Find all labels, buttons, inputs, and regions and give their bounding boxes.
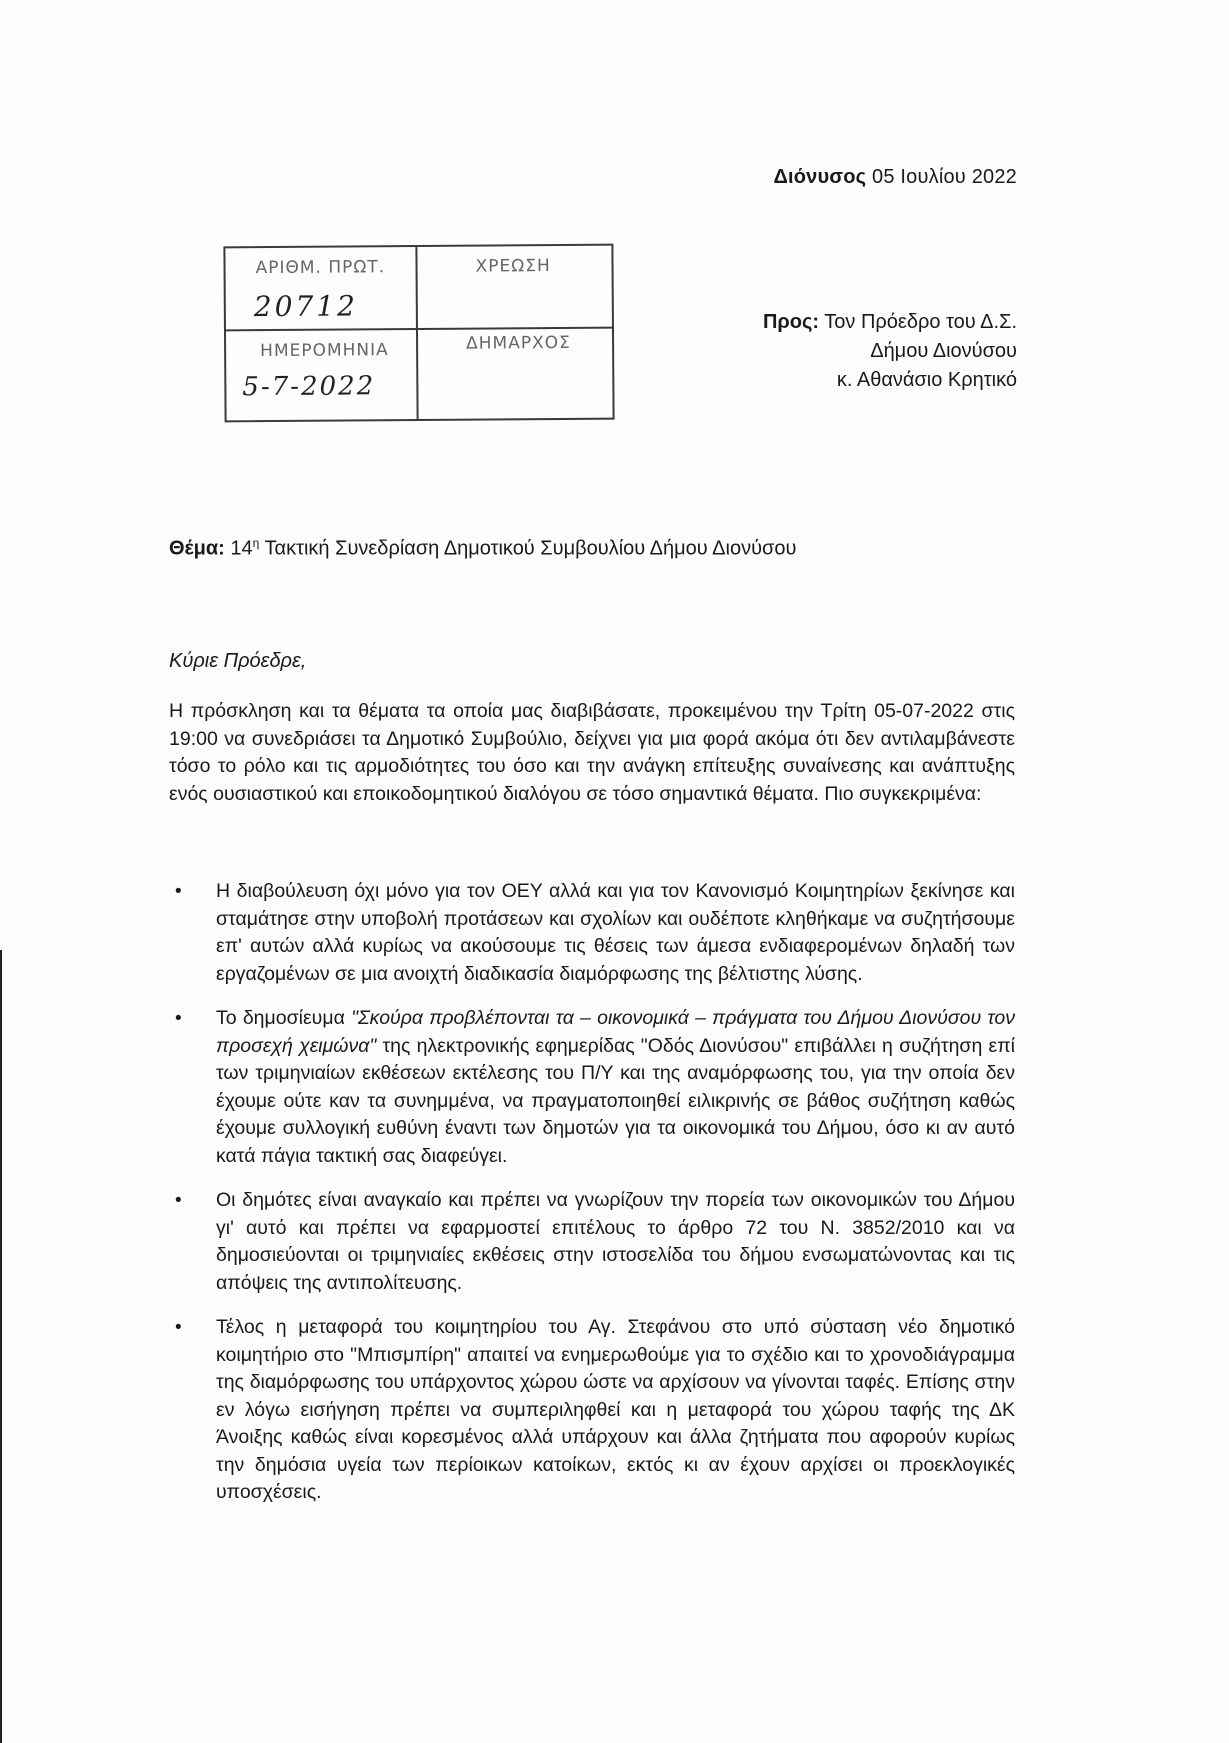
recipient-name: Τον Πρόεδρο του Δ.Σ. xyxy=(824,311,1017,333)
scan-edge-line xyxy=(0,950,2,1743)
bullet-dot: • xyxy=(175,1008,182,1029)
salutation: Κύριε Πρόεδρε, xyxy=(169,650,307,672)
date-value: 05 Ιουλίου 2022 xyxy=(872,166,1017,188)
protocol-stamp xyxy=(223,244,614,423)
subject-text: Τακτική Συνεδρίαση Δημοτικού Συμβουλίου Δήμου Διονύσου xyxy=(264,537,797,560)
recipient-to-label: Προς: xyxy=(762,311,820,333)
date-line xyxy=(773,166,1017,189)
stamp-assignee-label: ΔΗΜΑΡΧΟΣ xyxy=(466,332,571,354)
stamp-protocol-number: 20712 xyxy=(253,289,359,324)
list-item xyxy=(169,1005,1015,1170)
recipient-block xyxy=(763,308,1017,395)
subject-label: Θέμα: xyxy=(169,537,225,560)
list-item-text: Η διαβούλευση όχι μόνο για τον ΟΕΥ αλλά και για τον Κανονισμό Κοιμητηρίων ξεκίνησε και σταμάτησε στην υποβολή προτάσεων και σχολίων και ουδέποτε κληθήκαμε να συζητήσουμε επ' αυτών αλλά κυρίως να ακούσουμε τις θέσεις των άμεσα ενδιαφερομένων δηλαδή των εργαζομένων σε μια ανοιχτή διαδικασία διαμόρφωσης της βέλτιστης λύσης. xyxy=(216,880,1015,985)
recipient-line-1 xyxy=(763,308,1017,337)
subject-line xyxy=(169,536,796,561)
stamp-protocol-label: ΑΡΙΘΜ. ΠΡΩΤ. xyxy=(255,257,386,279)
list-item-text: Οι δημότες είναι αναγκαίο και πρέπει να γνωρίζουν την πορεία των οικονομικών του Δήμου γι' αυτό και πρέπει να εφαρμοστεί επιτέλους το άρθρο 72 του Ν. 3852/2010 και να δημοσιεύονται οι τριμηνιαίες εκθέσεις στην ιστοσελίδα του δήμου ενσωματώνοντας και τις απόψεις της αντιπολίτευσης. xyxy=(216,1189,1015,1294)
recipient-line-3: κ. Αθανάσιο Κρητικό xyxy=(836,369,1017,391)
list-item xyxy=(169,1314,1015,1507)
bullet-dot: • xyxy=(175,1190,182,1211)
stamp-divider-horizontal xyxy=(226,327,612,332)
stamp-charge-label: ΧΡΕΩΣΗ xyxy=(475,256,551,277)
bullet-dot: • xyxy=(175,1317,182,1338)
list-item-text: Τέλος η μεταφορά του κοιμητηρίου του Αγ. Στεφάνου στο υπό σύσταση νέο δημοτικό κοιμητήριο στο "Μπισμπίρη" απαιτεί να ενημερωθούμε για το σχέδιο και το χρονοδιάγραμμα της διαμόρφωσης του υπάρχοντος χώρου ώστε να αρχίσουν να γίνονται ταφές. Επίσης στην εν λόγω εισήγηση πρέπει να συμπεριληφθεί και η μεταφορά του χώρου ταφής της ΔΚ Άνοιξης καθώς είναι κορεσμένος αλλά υπάρχουν και άλλα ζητήματα που αφορούν κυρίως την δημόσια υγεία των περίοικων κατοίκων, εκτός κι αν έχουν αρχίσει οι προεκλογικές υποσχέσεις. xyxy=(216,1316,1015,1503)
list-item xyxy=(169,1187,1015,1297)
intro-paragraph: Η πρόσκληση και τα θέματα τα οποία μας διαβιβάσατε, προκειμένου την Τρίτη 05-07-2022 στις 19:00 να συνεδριάσει τα Δημοτικό Συμβούλιο, δείχνει για μια φορά ακόμα ότι δεν αντιλαμβάνεστε τόσο το ρόλο και τις αρμοδιότητες του όσο και την ανάγκη επίτευξης συναίνεσης και ανάπτυξης ενός ουσιαστικού και εποικοδομητικού διαλόγου σε τόσο σημαντικά θέματα. Πιο συγκεκριμένα: xyxy=(169,700,1015,805)
list-item xyxy=(169,878,1015,988)
list-item-quote: "Σκούρα προβλέπονται τα – οικονομικά – πράγματα του Δήμου Διονύσου τον προσεχή χειμώνα" xyxy=(216,1007,1016,1057)
bullet-list xyxy=(169,878,1015,1524)
date-place: Διόνυσος xyxy=(773,166,867,188)
stamp-divider-vertical xyxy=(415,247,418,419)
stamp-date-value: 5-7-2022 xyxy=(242,371,376,403)
subject-number: 14 xyxy=(230,537,253,560)
stamp-date-label: ΗΜΕΡΟΜΗΝΙΑ xyxy=(260,340,389,362)
bullet-dot: • xyxy=(175,881,182,902)
recipient-line-2: Δήμου Διονύσου xyxy=(870,340,1017,362)
list-item-text-post: της ηλεκτρονικής εφημερίδας "Οδός Διονύσου" επιβάλλει η συζήτηση επί των τριμηνιαίων εκθέσεων εκτέλεσης του Π/Υ και της αναμόρφωσης του, για την οποία δεν έχουμε ούτε καν τα συνημμένα, να πραγματοποιηθεί ειλικρινής σε βάθος συζήτηση καθώς έχουμε συλλογική ευθύνη έναντι των δημοτών για τα οικονομικά του Δήμου, όσο κι αν αυτό κατά πάγια τακτική σας διαφεύγει. xyxy=(216,1034,1015,1167)
subject-superscript: η xyxy=(252,536,260,550)
list-item-text-pre: Το δημοσίευμα xyxy=(216,1007,352,1029)
